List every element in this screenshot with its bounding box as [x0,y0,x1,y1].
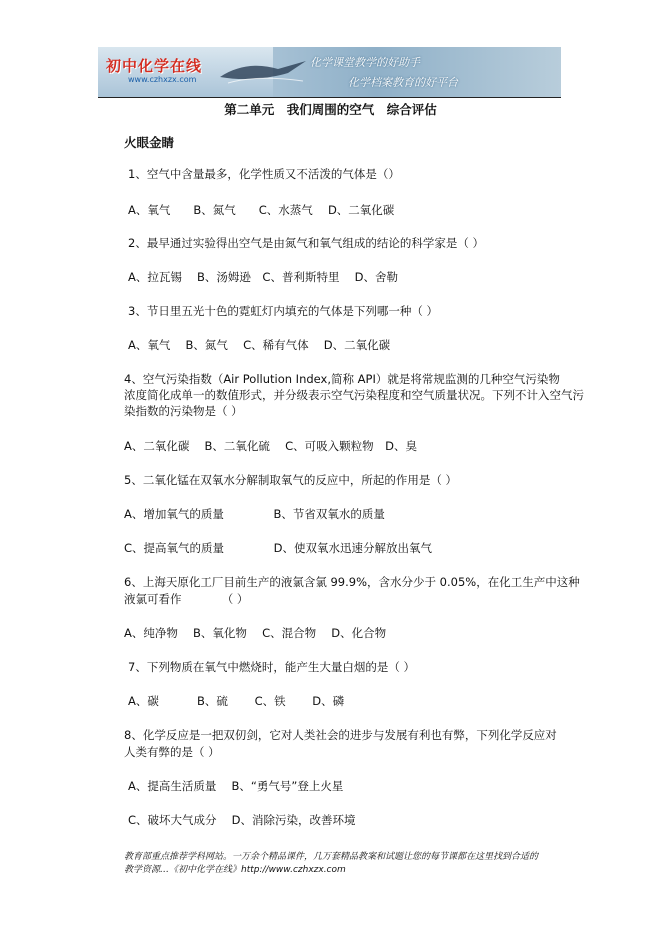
document-title: 第二单元 我们周围的空气 综合评估 [224,102,437,117]
question-3-options: A、氧气 B、氮气 C、稀有气体 D、二氧化碳 [128,338,391,352]
question-6-line-1: 6、上海天原化工厂目前生产的液氯含氯 99.9%，含水分少于 0.05%，在化工生产中这种 [124,575,580,589]
question-8-line-2: 人类有弊的是（ ） [124,745,220,759]
question-8-options-cd: C、破坏大气成分 D、消除污染，改善环境 [128,813,356,827]
question-1-options: A、氧气 B、氮气 C、水蒸气 D、二氧化碳 [128,203,395,217]
question-8-options-ab: A、提高生活质量 B、“勇气号”登上火星 [128,779,344,793]
question-6-line-2: 液氯可看作 （ ） [124,592,249,606]
section-heading: 火眼金睛 [124,135,175,150]
site-logo[interactable]: 初中化学在线 [106,57,203,75]
question-8-line-1: 8、化学反应是一把双仞剑，它对人类社会的进步与发展有利也有弊，下列化学反应对 [124,728,557,742]
page-footer [124,851,564,877]
question-5: 5、二氧化锰在双氧水分解制取氧气的反应中，所起的作用是（ ） [124,473,457,487]
question-4-options: A、二氧化碳 B、二氧化硫 C、可吸入颗粒物 D、臭 [124,439,417,453]
question-5-options-cd: C、提高氧气的质量 D、使双氧水迅速分解放出氧气 [124,541,433,555]
question-4-line-2: 浓度简化成单一的数值形式，并分级表示空气污染程度和空气质量状况。下列不计入空气污 [124,388,584,402]
banner-slogan-1: 化学课堂教学的好助手 [310,56,420,69]
question-1: 1、空气中含量最多，化学性质又不活泼的气体是（） [128,167,400,181]
question-6-options: A、纯净物 B、氧化物 C、混合物 D、化合物 [124,626,387,640]
header-divider [98,97,561,98]
question-5-options-ab: A、增加氧气的质量 B、节省双氧水的质量 [124,507,385,521]
question-2: 2、最早通过实验得出空气是由氮气和氧气组成的结论的科学家是（ ） [128,236,484,250]
question-7: 7、下列物质在氧气中燃烧时，能产生大量白烟的是（ ） [128,660,415,674]
banner-decoration-icon [218,57,308,87]
site-url[interactable]: www.czhxzx.com [128,75,197,84]
footer-line-1: 教育部重点推荐学科网站。一万余个精品课件，几万套精品教案和试题让您的每节课都在这里找到合适的 [124,852,539,862]
footer-line-2[interactable]: 教学资源…《初中化学在线》http://www.czhxzx.com [124,865,346,875]
banner-slogan-2: 化学档案教育的好平台 [348,76,458,89]
question-7-options: A、碳 B、硫 C、铁 D、磷 [128,694,345,708]
header-banner [98,47,561,97]
question-3: 3、节日里五光十色的霓虹灯内填充的气体是下列哪一种（ ） [128,304,438,318]
question-4-line-1: 4、空气污染指数（Air Pollution Index,简称 API）就是将常规监测的几种空气污染物 [124,372,560,386]
question-2-options: A、拉瓦锡 B、汤姆逊 C、普利斯特里 D、舍勒 [128,270,398,284]
question-4-line-3: 染指数的污染物是（ ） [124,404,243,418]
